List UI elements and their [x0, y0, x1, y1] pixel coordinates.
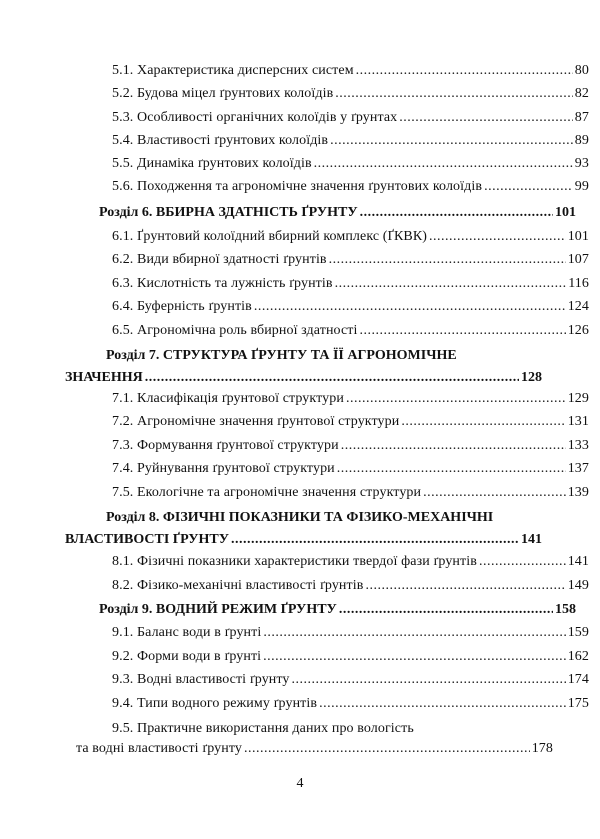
- toc-entry-line: [65, 413, 589, 430]
- toc-entry-title: 9.2. Форми води в ґрунті: [112, 649, 262, 664]
- toc-entry-line: [65, 155, 589, 172]
- toc-leader-dots: [341, 437, 566, 454]
- toc-leader-dots: [263, 624, 565, 641]
- toc-chapter-title: Розділ 6. ВБИРНА ЗДАТНІСТЬ ҐРУНТУ: [99, 205, 358, 220]
- toc-entry-title: 7.2. Агрономічне значення ґрунтової структури: [112, 414, 400, 429]
- toc-leader-dots: [337, 460, 566, 477]
- toc-entry-page: 137: [567, 461, 589, 476]
- toc-entry-line: [65, 298, 589, 315]
- toc-entry-line: [65, 553, 589, 570]
- toc-entry-title: 9.3. Водні властивості ґрунту: [112, 672, 290, 687]
- toc-entry-page: 139: [567, 485, 589, 500]
- toc-entry: [65, 62, 589, 79]
- toc-entry: [65, 484, 589, 501]
- toc-entry-page: 80: [574, 63, 589, 78]
- toc-entry-title: 8.2. Фізико-механічні властивості ґрунтів: [112, 578, 364, 593]
- toc-entry-title: 6.3. Кислотність та лужність ґрунтів: [112, 276, 333, 291]
- toc-entry-page: 116: [568, 276, 589, 291]
- toc-entry-line: [65, 322, 589, 339]
- toc-leader-dots: [484, 178, 573, 195]
- toc-entry-page: 159: [567, 625, 589, 640]
- page-number: 4: [296, 776, 304, 791]
- toc-entry: [65, 413, 589, 430]
- toc-leader-dots: [244, 740, 530, 757]
- toc-chapter-line: [65, 531, 542, 548]
- toc-entry-title: 7.3. Формування ґрунтової структури: [112, 438, 339, 453]
- toc-entry-line: [65, 228, 589, 245]
- toc-leader-dots: [329, 251, 566, 268]
- toc-leader-dots: [335, 275, 567, 292]
- toc-leader-dots: [145, 369, 519, 386]
- toc-entry-page: 131: [567, 414, 589, 429]
- toc-entry-page: 162: [567, 649, 589, 664]
- toc-entry: [65, 577, 589, 594]
- toc-entry-title: 7.5. Екологічне та агрономічне значення структури: [112, 485, 422, 500]
- toc-leader-dots: [479, 553, 566, 570]
- toc-entry-line: [65, 62, 589, 79]
- toc-entry: [65, 132, 589, 149]
- toc-leader-dots: [263, 648, 566, 665]
- toc-entry-title: 9.1. Баланс води в ґрунті: [112, 625, 262, 640]
- toc-entry: [65, 109, 589, 126]
- toc-chapter-page: 141: [521, 532, 542, 547]
- toc-leader-dots: [292, 671, 566, 688]
- toc-chapter-title-line2: ЗНАЧЕННЯ: [65, 370, 143, 385]
- toc-entry-page: 99: [574, 179, 589, 194]
- toc-entry-title: 6.2. Види вбирної здатності ґрунтів: [112, 252, 327, 267]
- toc-entry-line: [65, 695, 589, 712]
- toc-entry-line: [65, 624, 589, 641]
- toc-leader-dots: [401, 413, 565, 430]
- toc-entry-title: 7.1. Класифікація ґрунтової структури: [112, 391, 344, 406]
- toc-entry-line: [65, 109, 589, 126]
- toc-chapter-title-line2: ВЛАСТИВОСТІ ҐРУНТУ: [65, 532, 230, 547]
- toc-entry: [65, 85, 589, 102]
- toc-leader-dots: [231, 531, 519, 548]
- toc-leader-dots: [429, 228, 566, 245]
- toc-entry: [65, 155, 589, 172]
- toc-entry-page: 87: [574, 110, 589, 125]
- toc-entry-page: 174: [567, 672, 589, 687]
- toc-entry-line: [65, 132, 589, 149]
- toc-entry-line: [65, 671, 589, 688]
- toc-entry-line: [65, 484, 589, 501]
- toc-entry: [65, 460, 589, 477]
- toc-entry-line: [65, 251, 589, 268]
- toc-entry: [65, 695, 589, 712]
- toc-entry: [65, 624, 589, 641]
- toc-entry: [65, 671, 589, 688]
- toc-entry-title: 5.6. Походження та агрономічне значення ґрунтових колоїдів: [112, 179, 483, 194]
- toc-entry: [65, 298, 589, 315]
- toc-entry: [65, 553, 589, 570]
- toc-leader-dots: [254, 298, 566, 315]
- toc-chapter-line: [65, 601, 576, 618]
- toc-chapter-page: 101: [555, 205, 576, 220]
- toc-chapter: [65, 509, 542, 548]
- toc-entry-line: [65, 648, 589, 665]
- toc-entry-title: 5.4. Властивості ґрунтових колоїдів: [112, 133, 329, 148]
- toc-entry-page: 124: [567, 299, 589, 314]
- toc-entry-page: 93: [574, 156, 589, 171]
- toc-entry: [65, 720, 553, 757]
- toc-leader-dots: [423, 484, 566, 501]
- toc-leader-dots: [399, 109, 573, 126]
- toc-leader-dots: [339, 601, 553, 618]
- toc-entry-line: [65, 390, 589, 407]
- toc-leader-dots: [356, 62, 573, 79]
- toc-chapter-page: 128: [521, 370, 542, 385]
- toc-entry-line: [65, 275, 589, 292]
- toc-entry-page: 107: [567, 252, 589, 267]
- toc-entry-page: 141: [567, 554, 589, 569]
- toc-leader-dots: [330, 132, 573, 149]
- toc-entry-page: 178: [531, 741, 553, 756]
- toc-entry-page: 126: [567, 323, 589, 338]
- toc-entry-page: 101: [567, 229, 589, 244]
- toc-entry-title-line2: та водні властивості ґрунту: [76, 741, 243, 756]
- toc-leader-dots: [360, 204, 553, 221]
- toc-entry-line: [65, 577, 589, 594]
- toc-leader-dots: [346, 390, 566, 407]
- toc-chapter: [65, 204, 576, 221]
- toc-leader-dots: [335, 85, 573, 102]
- toc-entry-line: [65, 437, 589, 454]
- toc-entry-page: 82: [574, 86, 589, 101]
- toc-chapter-page: 158: [555, 602, 576, 617]
- toc-chapter: [65, 347, 542, 386]
- toc-entry: [65, 178, 589, 195]
- toc-chapter-title: Розділ 9. ВОДНИЙ РЕЖИМ ҐРУНТУ: [99, 602, 337, 617]
- toc-entry-page: 175: [567, 696, 589, 711]
- toc-entry-title: 6.1. Ґрунтовий колоїдний вбирний комплекс (ҐКВК): [112, 229, 428, 244]
- toc-entry-page: 129: [567, 391, 589, 406]
- toc-entry-title: 5.3. Особливості органічних колоїдів у ґрунтах: [112, 110, 398, 125]
- toc-entry-title: 8.1. Фізичні показники характеристики твердої фази ґрунтів: [112, 554, 477, 569]
- toc-entry-title: 6.5. Агрономічна роль вбирної здатності: [112, 323, 358, 338]
- toc-leader-dots: [314, 155, 573, 172]
- toc-entry-page: 133: [567, 438, 589, 453]
- toc-entry: [65, 228, 589, 245]
- toc-entry-line: [65, 85, 589, 102]
- toc-entry-title: 7.4. Руйнування ґрунтової структури: [112, 461, 335, 476]
- toc-chapter-title-line1: Розділ 8. ФІЗИЧНІ ПОКАЗНИКИ ТА ФІЗИКО-МЕХАНІЧНІ: [106, 510, 494, 525]
- toc-entry-page: 149: [567, 578, 589, 593]
- toc-entry-title: 5.5. Динаміка ґрунтових колоїдів: [112, 156, 312, 171]
- toc-entry: [65, 437, 589, 454]
- toc-entry-title: 6.4. Буферність ґрунтів: [112, 299, 252, 314]
- toc-chapter-line: [65, 369, 542, 386]
- toc-entry: [65, 390, 589, 407]
- toc-entry-line: [65, 460, 589, 477]
- toc-chapter-line: [65, 204, 576, 221]
- toc-entry-title: 9.4. Типи водного режиму ґрунтів: [112, 696, 318, 711]
- toc-leader-dots: [360, 322, 566, 339]
- toc-leader-dots: [319, 695, 566, 712]
- toc-entry: [65, 275, 589, 292]
- toc-entry: [65, 251, 589, 268]
- toc-chapter: [65, 601, 576, 618]
- toc-entry-title: 5.2. Будова міцел ґрунтових колоїдів: [112, 86, 334, 101]
- toc-entry-page: 89: [574, 133, 589, 148]
- toc-entry: [65, 648, 589, 665]
- toc-entry-title-line1: 9.5. Практичне використання даних про вологість: [112, 721, 414, 736]
- toc-chapter-title-line1: Розділ 7. СТРУКТУРА ҐРУНТУ ТА ЇЇ АГРОНОМІЧНЕ: [106, 348, 457, 363]
- toc-entry-line: [65, 740, 553, 757]
- toc-entry-title: 5.1. Характеристика дисперсних систем: [112, 63, 354, 78]
- toc-entry: [65, 322, 589, 339]
- toc-leader-dots: [365, 577, 565, 594]
- toc-entry-line: [65, 178, 589, 195]
